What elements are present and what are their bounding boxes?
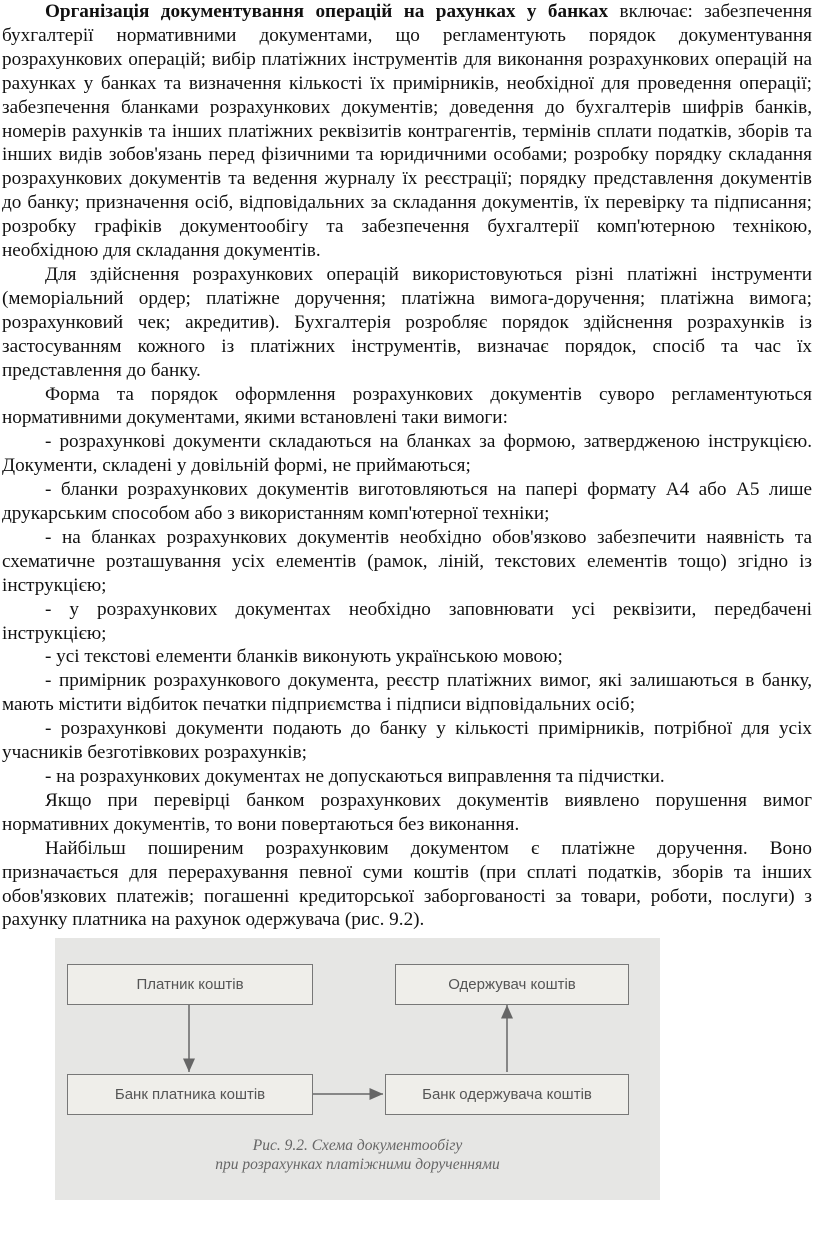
requirement-item-4: - у розрахункових документах необхідно заповнювати усі реквізити, передбачені інструкцією;	[2, 598, 812, 644]
document-flow-figure	[55, 938, 660, 1200]
requirement-item-1: - розрахункові документи складаються на бланках за формою, затвердженою інструкцією. Документи, складені у довільній формі, не приймаються;	[2, 431, 812, 477]
payer-bank-box: Банк платника коштів	[67, 1074, 313, 1115]
paragraph-1-heading: Організація документування операцій на рахунках у банках	[45, 1, 609, 22]
requirement-item-3: - на бланках розрахункових документів необхідно обов'язково забезпечити наявність та схематичне розташування усіх елементів (рамок, ліній, текстових елементів тощо) згідно із інструкцією;	[2, 526, 812, 596]
paragraph-3: Форма та порядок оформлення розрахункових документів суворо регламентуються нормативними документами, якими встановлені таки вимоги:	[2, 383, 812, 429]
figure-caption-line-1: Рис. 9.2. Схема документообігу	[252, 1137, 463, 1155]
paragraph-1	[2, 0, 812, 263]
paragraph-4: Якщо при перевірці банком розрахункових документів виявлено порушення вимог нормативних документів, то вони повертаються без виконання.	[2, 789, 812, 835]
requirement-item-7: - розрахункові документи подають до банку у кількості примірників, потрібної для усіх учасників безготівкових розрахунків;	[2, 718, 812, 764]
requirement-item-6: - примірник розрахункового документа, реєстр платіжних вимог, які залишаються в банку, мають містити відбиток печатки підприємства і підписи відповідальних осіб;	[2, 670, 812, 716]
requirement-item-2: - бланки розрахункових документів виготовляються на папері формату А4 або А5 лише друкарським способом або з використанням комп'ютерної техніки;	[2, 479, 812, 525]
paragraph-2: Для здійснення розрахункових операцій використовуються різні платіжні інструменти (меморіальний ордер; платіжне доручення; платіжна вимога-доручення; платіжна вимога; розрахунковий чек; акредитив). Бухгалтерія розробляє порядок здійснення розрахунків із застосуванням кожного із платіжних інструментів, визначає порядок, спосіб та час їх представлення до банку.	[2, 263, 812, 381]
receiver-box: Одержувач коштів	[395, 964, 629, 1005]
paragraph-1-text: включає: забезпечення бухгалтерії нормативними документами, що регламентують порядок документування розрахункових операцій; вибір платіжних інструментів для виконання розрахункових операцій на рахунках у банках та визначення кількості їх примірників, необхідної для проведення операції; забезпечення бланками розрахункових документів; доведення до бухгалтерів шифрів банків, номерів рахунків та інших платіжних реквізитів контрагентів, термінів сплати податків, зборів та інших видів зобов'язань перед фізичними та юридичними особами; розробку порядку складання розрахункових документів та ведення журналу їх реєстрації; порядку представлення документів до банку; призначення осіб, відповідальних за складання документів, їх перевірку та підписання; розробку графіків документообігу та забезпечення бухгалтерії комп'ютерною технікою, необхідною для складання документів.	[2, 1, 812, 262]
figure-caption	[55, 1136, 660, 1174]
receiver-bank-box: Банк одержувача коштів	[385, 1074, 629, 1115]
requirement-item-8: - на розрахункових документах не допускаються виправлення та підчистки.	[45, 766, 665, 787]
figure-caption-line-2: при розрахунках платіжними дорученнями	[215, 1156, 500, 1174]
paragraph-5: Найбільш поширеним розрахунковим документом є платіжне доручення. Воно призначається для перерахування певної суми коштів (при сплаті податків, зборів та інших обов'язкових платежів; погашенні кредиторської заборгованості за товари, роботи, послуги) з рахунку платника на рахунок одержувача (рис. 9.2).	[2, 837, 812, 931]
payer-box: Платник коштів	[67, 964, 313, 1005]
requirement-item-5: - усі текстові елементи бланків виконують українською мовою;	[45, 646, 563, 668]
